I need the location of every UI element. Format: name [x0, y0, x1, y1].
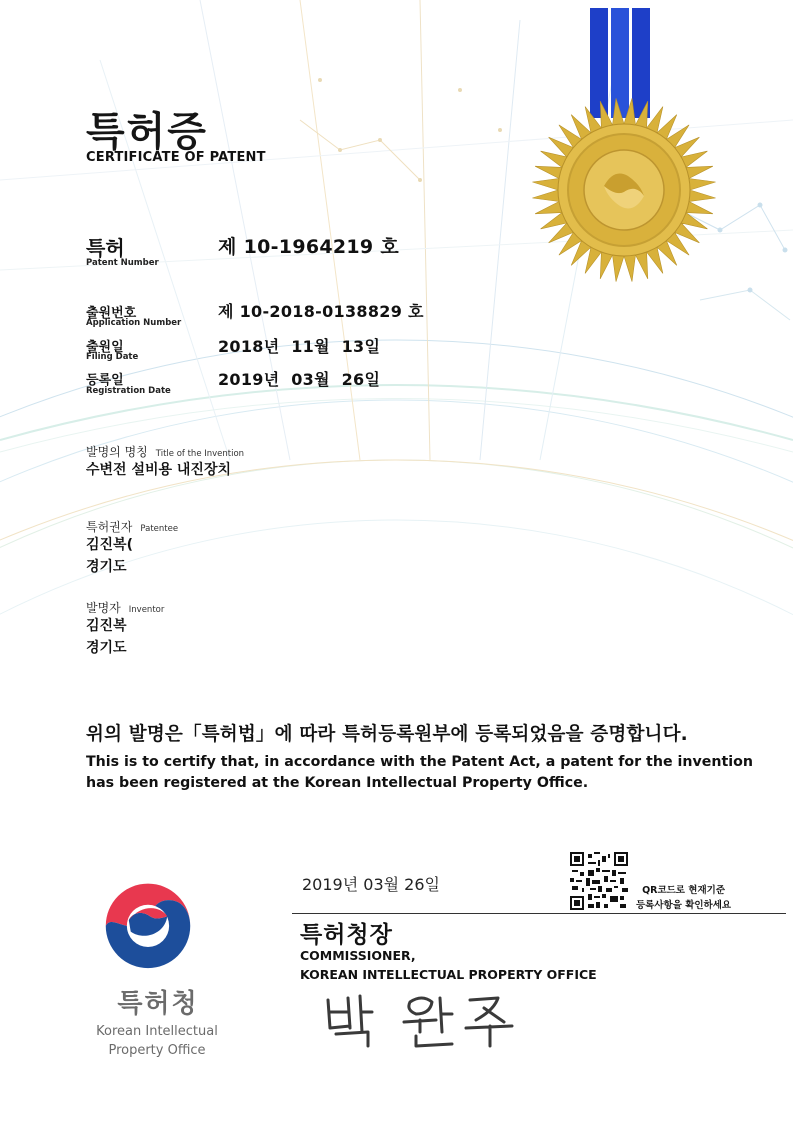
gold-seal: [520, 0, 730, 300]
application-number-value: 제 10-2018-0138829 호: [218, 302, 424, 321]
office-name-ko: 특허청: [117, 989, 199, 1019]
kipo-logo-icon: [100, 874, 196, 970]
commissioner-title-en-line1: COMMISSIONER,: [300, 948, 416, 963]
patentee-address: 경기도: [86, 559, 127, 575]
commissioner-title-ko: 특허청장: [300, 922, 393, 948]
certification-text-en-line1: This is to certify that, in accordance with the Patent Act, a patent for the invention: [86, 754, 753, 770]
office-name-en-line1: Korean Intellectual: [96, 1024, 218, 1039]
patent-number-value: 제 10-1964219 호: [218, 236, 400, 258]
invention-title-label: [86, 441, 244, 460]
patentee-label-ko: 특허권자: [86, 520, 133, 534]
inventor-label-en: Inventor: [128, 605, 165, 615]
divider: [292, 913, 786, 914]
registration-date-label-en: Registration Date: [86, 386, 171, 396]
certification-text-en: [86, 752, 753, 794]
application-number-label-en: Application Number: [86, 318, 182, 328]
inventor-address: 경기도: [86, 640, 127, 656]
qr-note-line2: 등록사항을 확인하세요: [636, 900, 732, 911]
invention-title-value: 수변전 설비용 내진장치: [86, 462, 231, 478]
commissioner-title-en: [300, 946, 597, 984]
qr-code-icon[interactable]: [570, 852, 628, 910]
certificate-title-ko: 특허증: [86, 109, 208, 155]
certification-text-ko: 위의 발명은「특허법」에 따라 특허등록원부에 등록되었음을 증명합니다.: [86, 724, 688, 745]
patent-number-label-ko: 특허: [86, 236, 125, 260]
patentee-label-en: Patentee: [140, 524, 179, 534]
filing-date-value: 2018년 11월 13일: [218, 337, 381, 356]
filing-date-label-ko: 출원일: [86, 340, 124, 355]
office-name-en: [72, 1022, 242, 1060]
application-number-label-ko: 출원번호: [86, 306, 137, 321]
patentee-name: 김진복(: [86, 537, 133, 553]
certificate-title-en: CERTIFICATE OF PATENT: [86, 150, 266, 165]
registration-date-label-ko: 등록일: [86, 373, 124, 388]
registration-date-value: 2019년 03월 26일: [218, 370, 381, 389]
patent-number-label-en: Patent Number: [86, 258, 159, 268]
inventor-name: 김진복: [86, 618, 127, 634]
inventor-label-ko: 발명자: [86, 601, 121, 615]
issue-date: 2019년 03월 26일: [302, 875, 440, 894]
qr-note-line1: QR코드로 현재기준: [642, 885, 726, 896]
invention-title-label-ko: 발명의 명칭: [86, 445, 148, 459]
inventor-label: [86, 597, 164, 616]
qr-note: [636, 883, 731, 913]
commissioner-title-en-line2: KOREAN INTELLECTUAL PROPERTY OFFICE: [300, 967, 597, 982]
invention-title-label-en: Title of the Invention: [155, 449, 245, 459]
patentee-label: [86, 516, 178, 535]
commissioner-signature: [318, 988, 518, 1050]
certification-text-en-line2: has been registered at the Korean Intellectual Property Office.: [86, 775, 589, 791]
office-name-en-line2: Property Office: [108, 1043, 206, 1058]
filing-date-label-en: Filing Date: [86, 352, 139, 362]
